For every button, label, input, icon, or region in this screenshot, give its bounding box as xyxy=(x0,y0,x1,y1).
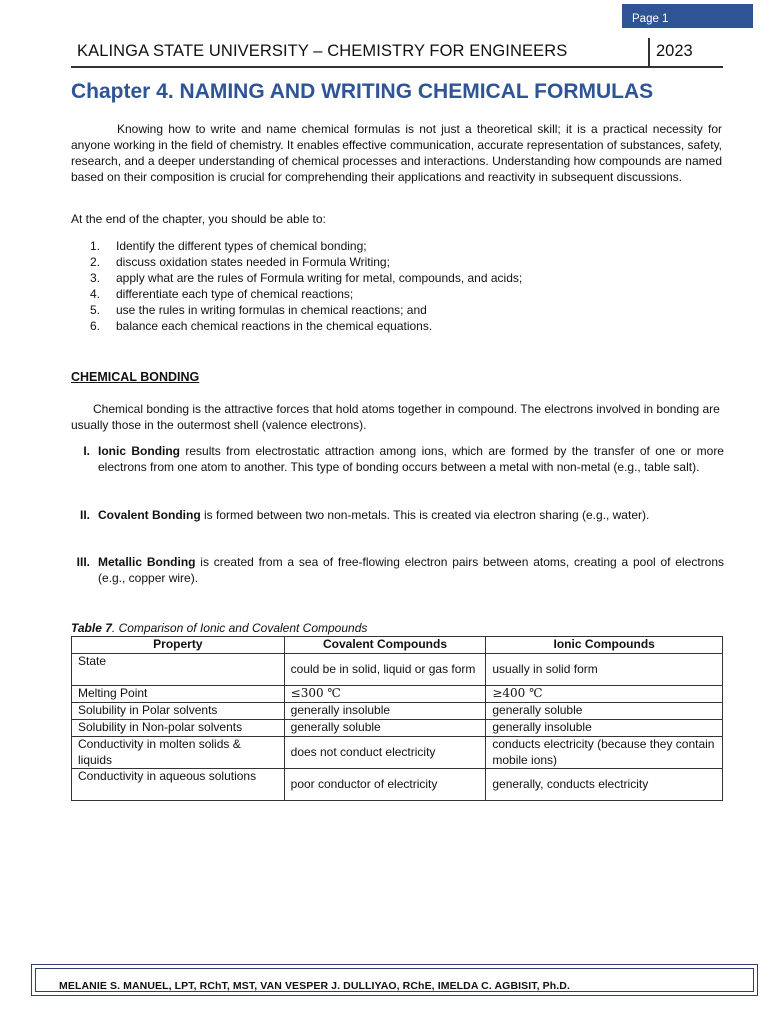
bond-numeral: II. xyxy=(79,508,90,522)
table-cell: conducts electricity (because they contain mobile ions) xyxy=(486,737,723,769)
table-cell: usually in solid form xyxy=(486,654,723,686)
bond-term: Covalent Bonding xyxy=(98,508,201,522)
bond-type-metallic: III. Metallic Bonding is created from a sea of free-flowing electron pairs between atoms, creating a pool of electrons (e.g., copper wire). xyxy=(60,554,724,586)
bonding-intro: Chemical bonding is the attractive forces that hold atoms together in compound. The electrons involved in bonding are usually those in the outermost shell (valence electrons). xyxy=(71,402,720,432)
table-cell: Solubility in Polar solvents xyxy=(72,703,285,720)
table-cell: State xyxy=(72,654,285,686)
table-cell: poor conductor of electricity xyxy=(284,769,486,801)
table-row xyxy=(72,703,723,720)
bond-type-covalent: II. Covalent Bonding is formed between two non-metals. This is created via electron sharing (e.g., water). xyxy=(60,507,724,523)
table-cell: does not conduct electricity xyxy=(284,737,486,769)
bond-term: Metallic Bonding xyxy=(98,555,196,569)
page-number: Page 1 xyxy=(622,4,753,28)
table-cell: ≥400 ℃ xyxy=(486,686,723,703)
table-header: Ionic Compounds xyxy=(486,637,723,654)
table-cell: Conductivity in aqueous solutions xyxy=(72,769,285,801)
table-row xyxy=(72,654,723,686)
bond-type-ionic: I. Ionic Bonding results from electrostatic attraction among ions, which are formed by the transfer of one or more electrons from one atom to another. This type of bonding occurs between a metal with non-metal (e.g., table salt). xyxy=(60,443,724,475)
table-row xyxy=(72,737,723,769)
intro-paragraph: Knowing how to write and name chemical formulas is not just a theoretical skill; it is a practical necessity for anyone working in the field of chemistry. It enables effective communication, accurate representation of substances, safety, research, and a deeper understanding of chemical processes and interactions. Understanding how compounds are named based on their composition is crucial for comprehending their applications and reactivity in subsequent discussions. xyxy=(71,122,723,184)
chapter-title: Chapter 4. NAMING AND WRITING CHEMICAL FORMULAS xyxy=(71,80,654,103)
table-cell: Melting Point xyxy=(72,686,285,703)
table-caption: Table 7. Comparison of Ionic and Covalent Compounds xyxy=(71,621,368,635)
objective-item: 4. differentiate each type of chemical reactions; xyxy=(90,287,354,301)
table-cell: generally soluble xyxy=(486,703,723,720)
page-footer xyxy=(31,964,758,996)
objective-item: 6. balance each chemical reactions in the chemical equations. xyxy=(90,319,433,333)
table-header: Property xyxy=(72,637,285,654)
table-header-row xyxy=(72,637,723,654)
objective-item: 1. Identify the different types of chemical bonding; xyxy=(90,239,367,253)
table-cell: ≤300 ℃ xyxy=(284,686,486,703)
table-cell: could be in solid, liquid or gas form xyxy=(284,654,486,686)
header-separator xyxy=(648,38,650,68)
bond-term: Ionic Bonding xyxy=(98,444,181,458)
objective-item: 5. use the rules in writing formulas in chemical reactions; and xyxy=(90,303,427,317)
table-cell: generally soluble xyxy=(284,720,486,737)
table-header: Covalent Compounds xyxy=(284,637,486,654)
comparison-table xyxy=(71,636,723,801)
footer-authors: MELANIE S. MANUEL, LPT, RChT, MST, VAN VESPER J. DULLIYAO, RChE, IMELDA C. AGBISIT, Ph.D. xyxy=(59,980,570,992)
table-cell: Conductivity in molten solids & liquids xyxy=(72,737,285,769)
page-header xyxy=(71,38,723,68)
objective-item: 2. discuss oxidation states needed in Formula Writing; xyxy=(90,255,390,269)
table-row xyxy=(72,686,723,703)
table-cell: generally, conducts electricity xyxy=(486,769,723,801)
header-title: KALINGA STATE UNIVERSITY – CHEMISTRY FOR ENGINEERS xyxy=(77,42,568,60)
table-row xyxy=(72,720,723,737)
header-year: 2023 xyxy=(656,42,693,60)
table-cell: Solubility in Non-polar solvents xyxy=(72,720,285,737)
section-heading-chemical-bonding: CHEMICAL BONDING xyxy=(71,370,200,384)
bond-numeral: I. xyxy=(83,444,90,458)
table-cell: generally insoluble xyxy=(284,703,486,720)
table-row xyxy=(72,769,723,801)
objectives-lead: At the end of the chapter, you should be able to: xyxy=(71,212,326,226)
objective-item: 3. apply what are the rules of Formula writing for metal, compounds, and acids; xyxy=(90,271,523,285)
table-cell: generally insoluble xyxy=(486,720,723,737)
bond-numeral: III. xyxy=(76,555,90,569)
objectives-list xyxy=(90,238,710,334)
